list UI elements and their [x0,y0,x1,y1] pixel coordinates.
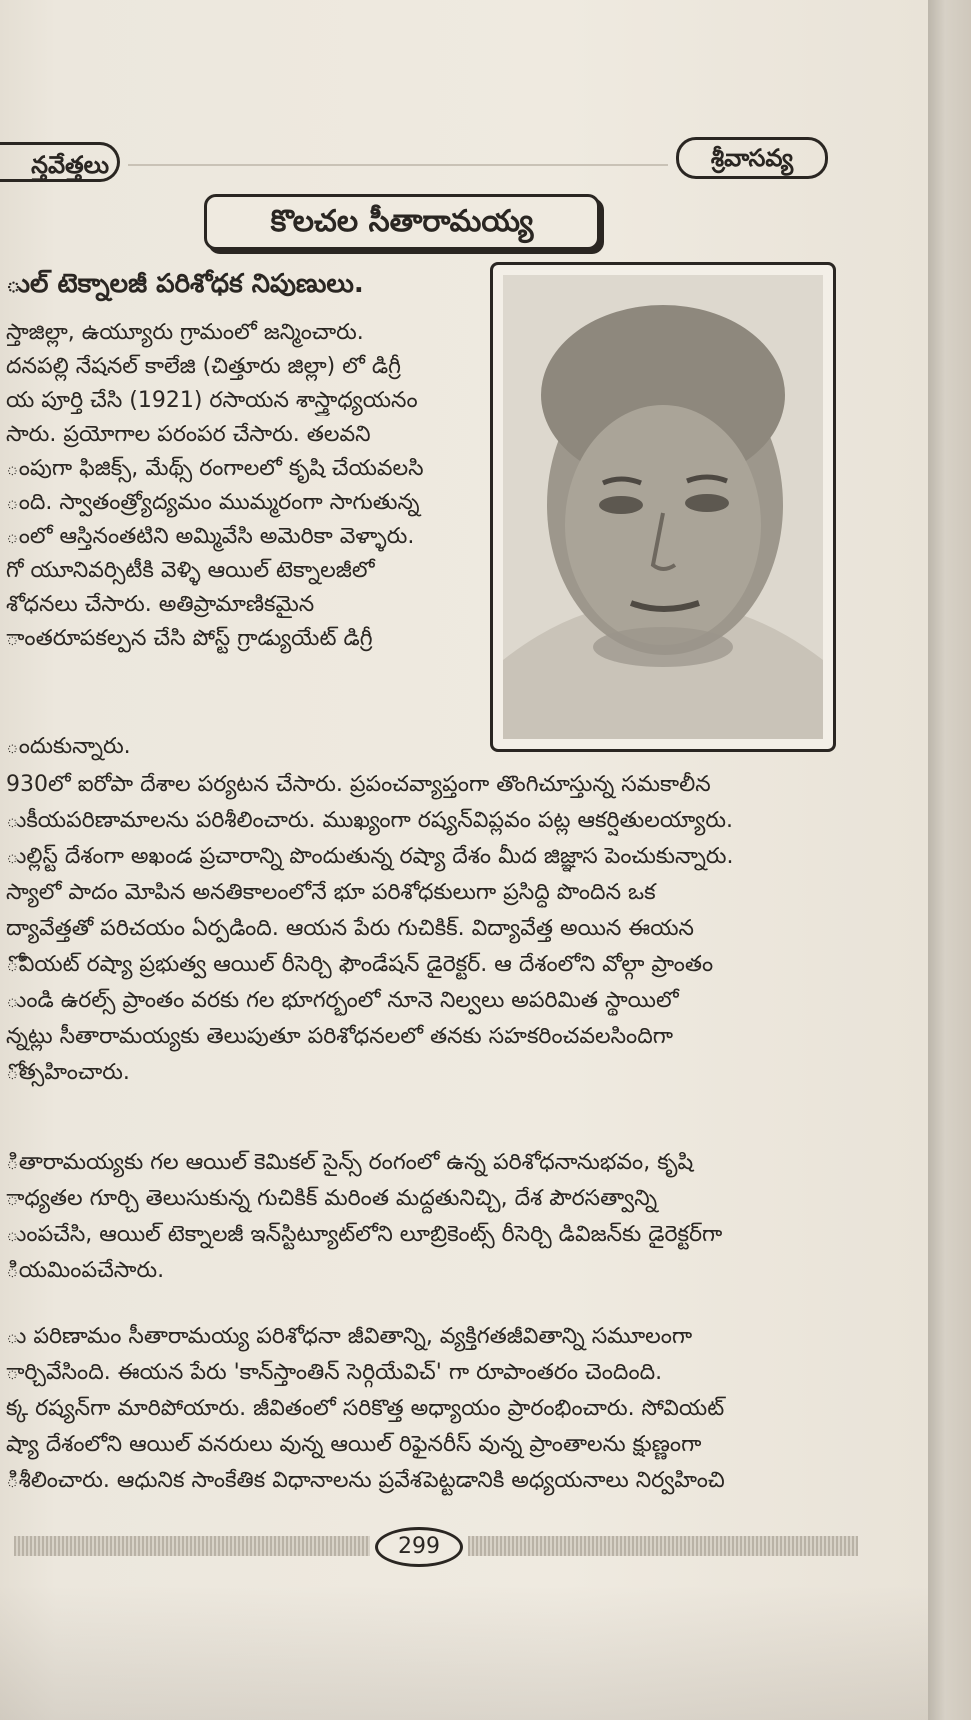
text-line: సారు. ప్రయోగాల పరంపర చేసారు. తలవని [6,422,371,447]
text-line: ుండి ఉరల్స్ ప్రాంతం వరకు గల భూగర్భంలో నూనె నిల్వలు అపరిమిత స్థాయిలో [6,988,679,1013]
text-line: 930లో ఐరోపా దేశాల పర్యటన చేసారు. ప్రపంచవ్యాప్తంగా తొంగిచూస్తున్న సమకాలీన [6,772,711,797]
footer-rule-right [468,1536,858,1556]
text-line: ు పరిణామం సీతారామయ్య పరిశోధనా జీవితాన్ని, వ్యక్తిగతజీవితాన్ని సమూలంగా [6,1324,693,1349]
text-line: న్నట్లు సీతారామయ్యకు తెలుపుతూ పరిశోధనలలో తనకు సహకరించవలసిందిగా [6,1024,673,1049]
text-line: ంది. స్వాతంత్ర్యోద్యమం ముమ్మరంగా సాగుతున్న [6,490,420,515]
header-rule [128,164,668,166]
text-line: ిశీలించారు. ఆధునిక సాంకేతిక విధానాలను ప్రవేశపెట్టడానికి అధ్యయనాలు నిర్వహించి [6,1468,725,1493]
text-line: ందుకున్నారు. [6,734,131,759]
text-line: స్యాలో పాదం మోపిన అనతికాలంలోనే భూ పరిశోధకులుగా ప్రసిద్ధి పొందిన ఒక [6,880,656,905]
text-line: ుకీయపరిణామాలను పరిశీలించారు. ముఖ్యంగా రష్యన్‌విప్లవం పట్ల ఆకర్షితులయ్యారు. [6,808,733,833]
text-line: ంలో ఆస్తినంతటిని అమ్మివేసి అమెరికా వెళ్ళారు. [6,524,415,549]
text-line: ాధ్యతల గూర్చి తెలుసుకున్న గుచికిక్ మరింత మద్దతునిచ్చి, దేశ పౌరసత్వాన్ని [6,1186,658,1211]
text-line: ియమింపచేసారు. [6,1258,165,1283]
text-line: క్క రష్యన్‌గా మారిపోయారు. జీవితంలో సరికొత్త అధ్యాయం ప్రారంభించారు. సోవియట్ [6,1396,725,1421]
text-line: ార్చివేసింది. ఈయన పేరు 'కాన్‌స్తాంతిన్ సెర్గియేవిచ్' గా రూపాంతరం చెందింది. [6,1360,663,1385]
portrait-frame [490,262,836,752]
text-line: ోత్సహించారు. [6,1060,130,1085]
portrait-photo [503,275,823,739]
portrait-drawing [503,275,823,739]
text-line: య పూర్తి చేసి (1921) రసాయన శాస్త్రాధ్యయనం [6,388,418,413]
book-spine-edge [928,0,971,1720]
footer-rule-left [14,1536,370,1556]
text-line: ుంపచేసి, ఆయిల్ టెక్నాలజీ ఇన్‌స్టిట్యూట్‌లోని లూబ్రికెంట్స్ రీసెర్చి డివిజన్‌కు డైరెక్టర్‌గా [6,1222,723,1247]
running-header-right: శ్రీవాసవ్య [676,137,828,179]
text-line: ాంతరూపకల్పన చేసి పోస్ట్ గ్రాడ్యుయేట్ డిగ్రీ [6,626,373,651]
page-shadow [0,1585,928,1720]
page-number: 299 [375,1527,463,1567]
text-line: గో యూనివర్సిటీకి వెళ్ళి ఆయిల్ టెక్నాలజీలో [6,558,375,583]
text-line: స్తాజిల్లా, ఉయ్యూరు గ్రామంలో జన్మించారు. [6,320,364,345]
text-line: ుల్లిస్ట్ దేశంగా అఖండ ప్రచారాన్ని పొందుతున్న రష్యా దేశం మీద జిజ్ఞాస పెంచుకున్నారు. [6,844,734,869]
text-line: ోవియట్ రష్యా ప్రభుత్వ ఆయిల్ రీసెర్చి ఫౌండేషన్ డైరెక్టర్. ఆ దేశంలోని వోల్గా ప్రాంతం [6,952,714,977]
running-header-left: న్తవేత్తలు [0,142,120,182]
text-line: శోధనలు చేసారు. అతిప్రామాణికమైన [6,592,315,617]
text-line: దనపల్లి నేషనల్ కాలేజి (చిత్తూరు జిల్లా) లో డిగ్రీ [6,354,401,379]
article-title: కొలచల సీతారామయ్య [204,194,600,250]
article-subtitle: ుల్ టెక్నాలజీ పరిశోధక నిపుణులు. [6,269,364,299]
text-line: ద్యావేత్తతో పరిచయం ఏర్పడింది. ఆయన పేరు గుచికిక్. విద్యావేత్త అయిన ఈయన [6,916,694,941]
text-line: ష్యా దేశంలోని ఆయిల్ వనరులు వున్న ఆయిల్ రిఫైనరీస్ వున్న ప్రాంతాలను క్షుణ్ణంగా [6,1432,702,1457]
text-line: ితారామయ్యకు గల ఆయిల్ కెమికల్ సైన్స్ రంగంలో ఉన్న పరిశోధనానుభవం, కృషి [6,1150,694,1175]
text-line: ంపుగా ఫిజిక్స్, మేథ్స్ రంగాలలో కృషి చేయవలసి [6,456,424,481]
